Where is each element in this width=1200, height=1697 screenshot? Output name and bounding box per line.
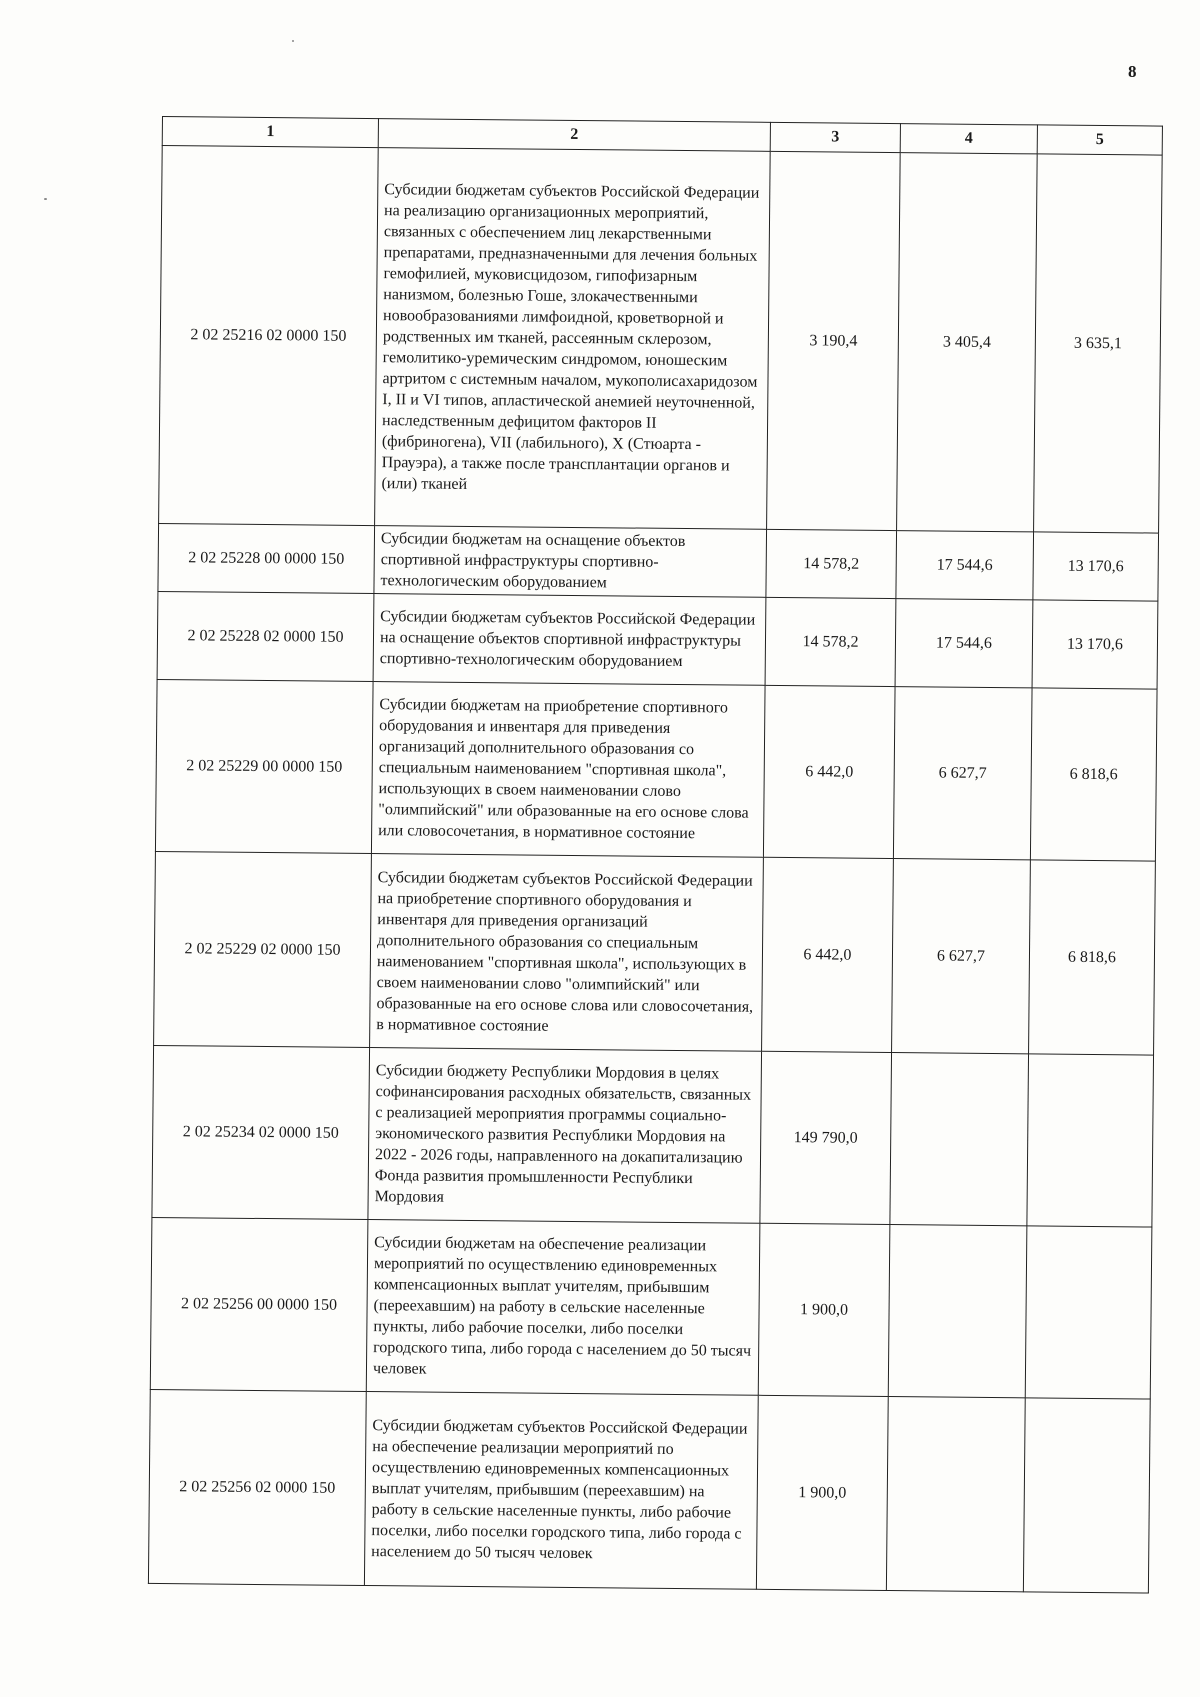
budget-code-cell: 2 02 25228 02 0000 150	[157, 591, 374, 681]
description-cell: Субсидии бюджетам субъектов Российской Федерации на реализацию организационных мероприятий, связанных с обеспечением лиц лекарственными препаратами, предназначенными для лечения больных гемофилией, муковисцидозом, гипофизарным нанизмом, болезнью Гоше, злокачественными новообразованиями лимфоидной, кроветворной и родственных им тканей, рассеянным склерозом, гемолитико-уремическим синдромом, юношеским артритом с системным началом, мукополисахаридозом I, II и VI типов, апластической анемией неуточненной, наследственным дефицитом факторов II (фибриногена), VII (лабильного), X (Стюарта - Прауэра), а также после трансплантации органов и (или) тканей	[375, 148, 771, 530]
value-cell-col5: 6 818,6	[1030, 688, 1157, 861]
budget-code-cell: 2 02 25256 02 0000 150	[148, 1389, 366, 1585]
budget-code-cell: 2 02 25234 02 0000 150	[152, 1045, 370, 1219]
scan-speck	[44, 198, 47, 200]
value-cell-col5: 13 170,6	[1032, 600, 1158, 689]
page-number: 8	[1128, 62, 1137, 81]
value-cell-col3: 149 790,0	[760, 1051, 892, 1224]
value-cell-col4: 3 405,4	[897, 153, 1038, 532]
budget-code-cell: 2 02 25216 02 0000 150	[159, 146, 379, 526]
value-cell-col3: 1 900,0	[758, 1223, 890, 1396]
value-cell-col4: 17 544,6	[896, 531, 1034, 600]
column-header: 5	[1037, 125, 1162, 155]
value-cell-col5	[1027, 1054, 1154, 1227]
column-header: 4	[900, 124, 1037, 154]
column-header: 2	[378, 119, 770, 152]
value-cell-col5: 3 635,1	[1034, 154, 1163, 533]
value-cell-col5	[1023, 1398, 1150, 1593]
description-cell: Субсидии бюджетам на оснащение объектов спортивной инфраструктуры спортивно-технологическим оборудованием	[374, 526, 767, 598]
value-cell-col4	[890, 1053, 1029, 1226]
description-cell: Субсидии бюджетам на обеспечение реализации мероприятий по осуществлению единовременных компенсационных выплат учителям, прибывшим (переехавшим) на работу в сельские населенные пункты, либо рабочие поселки, либо поселки городского типа, либо города с населением до 50 тысяч человек	[366, 1220, 760, 1396]
value-cell-col4: 6 627,7	[893, 687, 1032, 860]
table-row	[158, 523, 1159, 601]
column-header: 3	[770, 122, 900, 152]
value-cell-col4	[886, 1397, 1025, 1592]
budget-table	[148, 116, 1163, 1594]
budget-code-cell: 2 02 25256 00 0000 150	[150, 1217, 368, 1391]
budget-code-cell: 2 02 25229 02 0000 150	[154, 851, 372, 1047]
budget-code-cell: 2 02 25229 00 0000 150	[155, 679, 373, 853]
value-cell-col5: 6 818,6	[1029, 860, 1156, 1055]
value-cell-col3: 6 442,0	[763, 685, 895, 858]
description-cell: Субсидии бюджетам на приобретение спортивного оборудования и инвентаря для приведения организаций дополнительного образования со специальным наименованием "спортивная школа", использующих в своем наименовании слово "олимпийский" или образованные на его основе слова или словосочетания, в нормативное состояние	[371, 682, 765, 858]
table-row	[148, 1389, 1150, 1593]
description-cell: Субсидии бюджетам субъектов Российской Федерации на обеспечение реализации мероприятий по осуществлению единовременных компенсационных выплат учителям, прибывшим (переехавшим) на работу в сельские населенные пункты, либо рабочие поселки, либо поселки городского типа, либо города с населением до 50 тысяч человек	[364, 1392, 758, 1590]
table-row	[159, 146, 1163, 534]
description-cell: Субсидии бюджетам субъектов Российской Федерации на приобретение спортивного оборудования и инвентаря для приведения организаций дополнительного образования со специальным наименованием "спортивная школа", использующих в своем наименовании слово "олимпийский" или образованные на его основе слова или словосочетания, в нормативное состояние	[370, 854, 764, 1052]
description-cell: Субсидии бюджету Республики Мордовия в целях софинансирования расходных обязательств, связанных с реализацией мероприятия программы социально-экономического развития Республики Мордовия на 2022 - 2026 годы, направленного на докапитализацию Фонда развития промышленности Республики Мордовия	[368, 1048, 762, 1224]
value-cell-col3: 3 190,4	[767, 151, 901, 530]
column-header: 1	[162, 117, 378, 148]
value-cell-col4: 6 627,7	[892, 859, 1031, 1054]
description-cell: Субсидии бюджетам субъектов Российской Федерации на оснащение объектов спортивной инфраструктуры спортивно-технологическим оборудованием	[373, 594, 766, 686]
budget-code-cell: 2 02 25228 00 0000 150	[158, 523, 375, 593]
value-cell-col5	[1025, 1226, 1152, 1399]
value-cell-col3: 14 578,2	[766, 529, 897, 598]
value-cell-col5: 13 170,6	[1033, 532, 1159, 601]
table-row	[154, 851, 1156, 1055]
value-cell-col4: 17 544,6	[895, 599, 1033, 688]
value-cell-col3: 14 578,2	[765, 597, 896, 686]
value-cell-col3: 1 900,0	[756, 1395, 888, 1590]
table-row	[150, 1217, 1152, 1399]
table-row	[157, 591, 1158, 689]
value-cell-col4	[888, 1225, 1027, 1398]
table-row	[155, 679, 1157, 861]
table-row	[152, 1045, 1154, 1227]
value-cell-col3: 6 442,0	[762, 857, 894, 1052]
scan-speck	[292, 40, 294, 42]
